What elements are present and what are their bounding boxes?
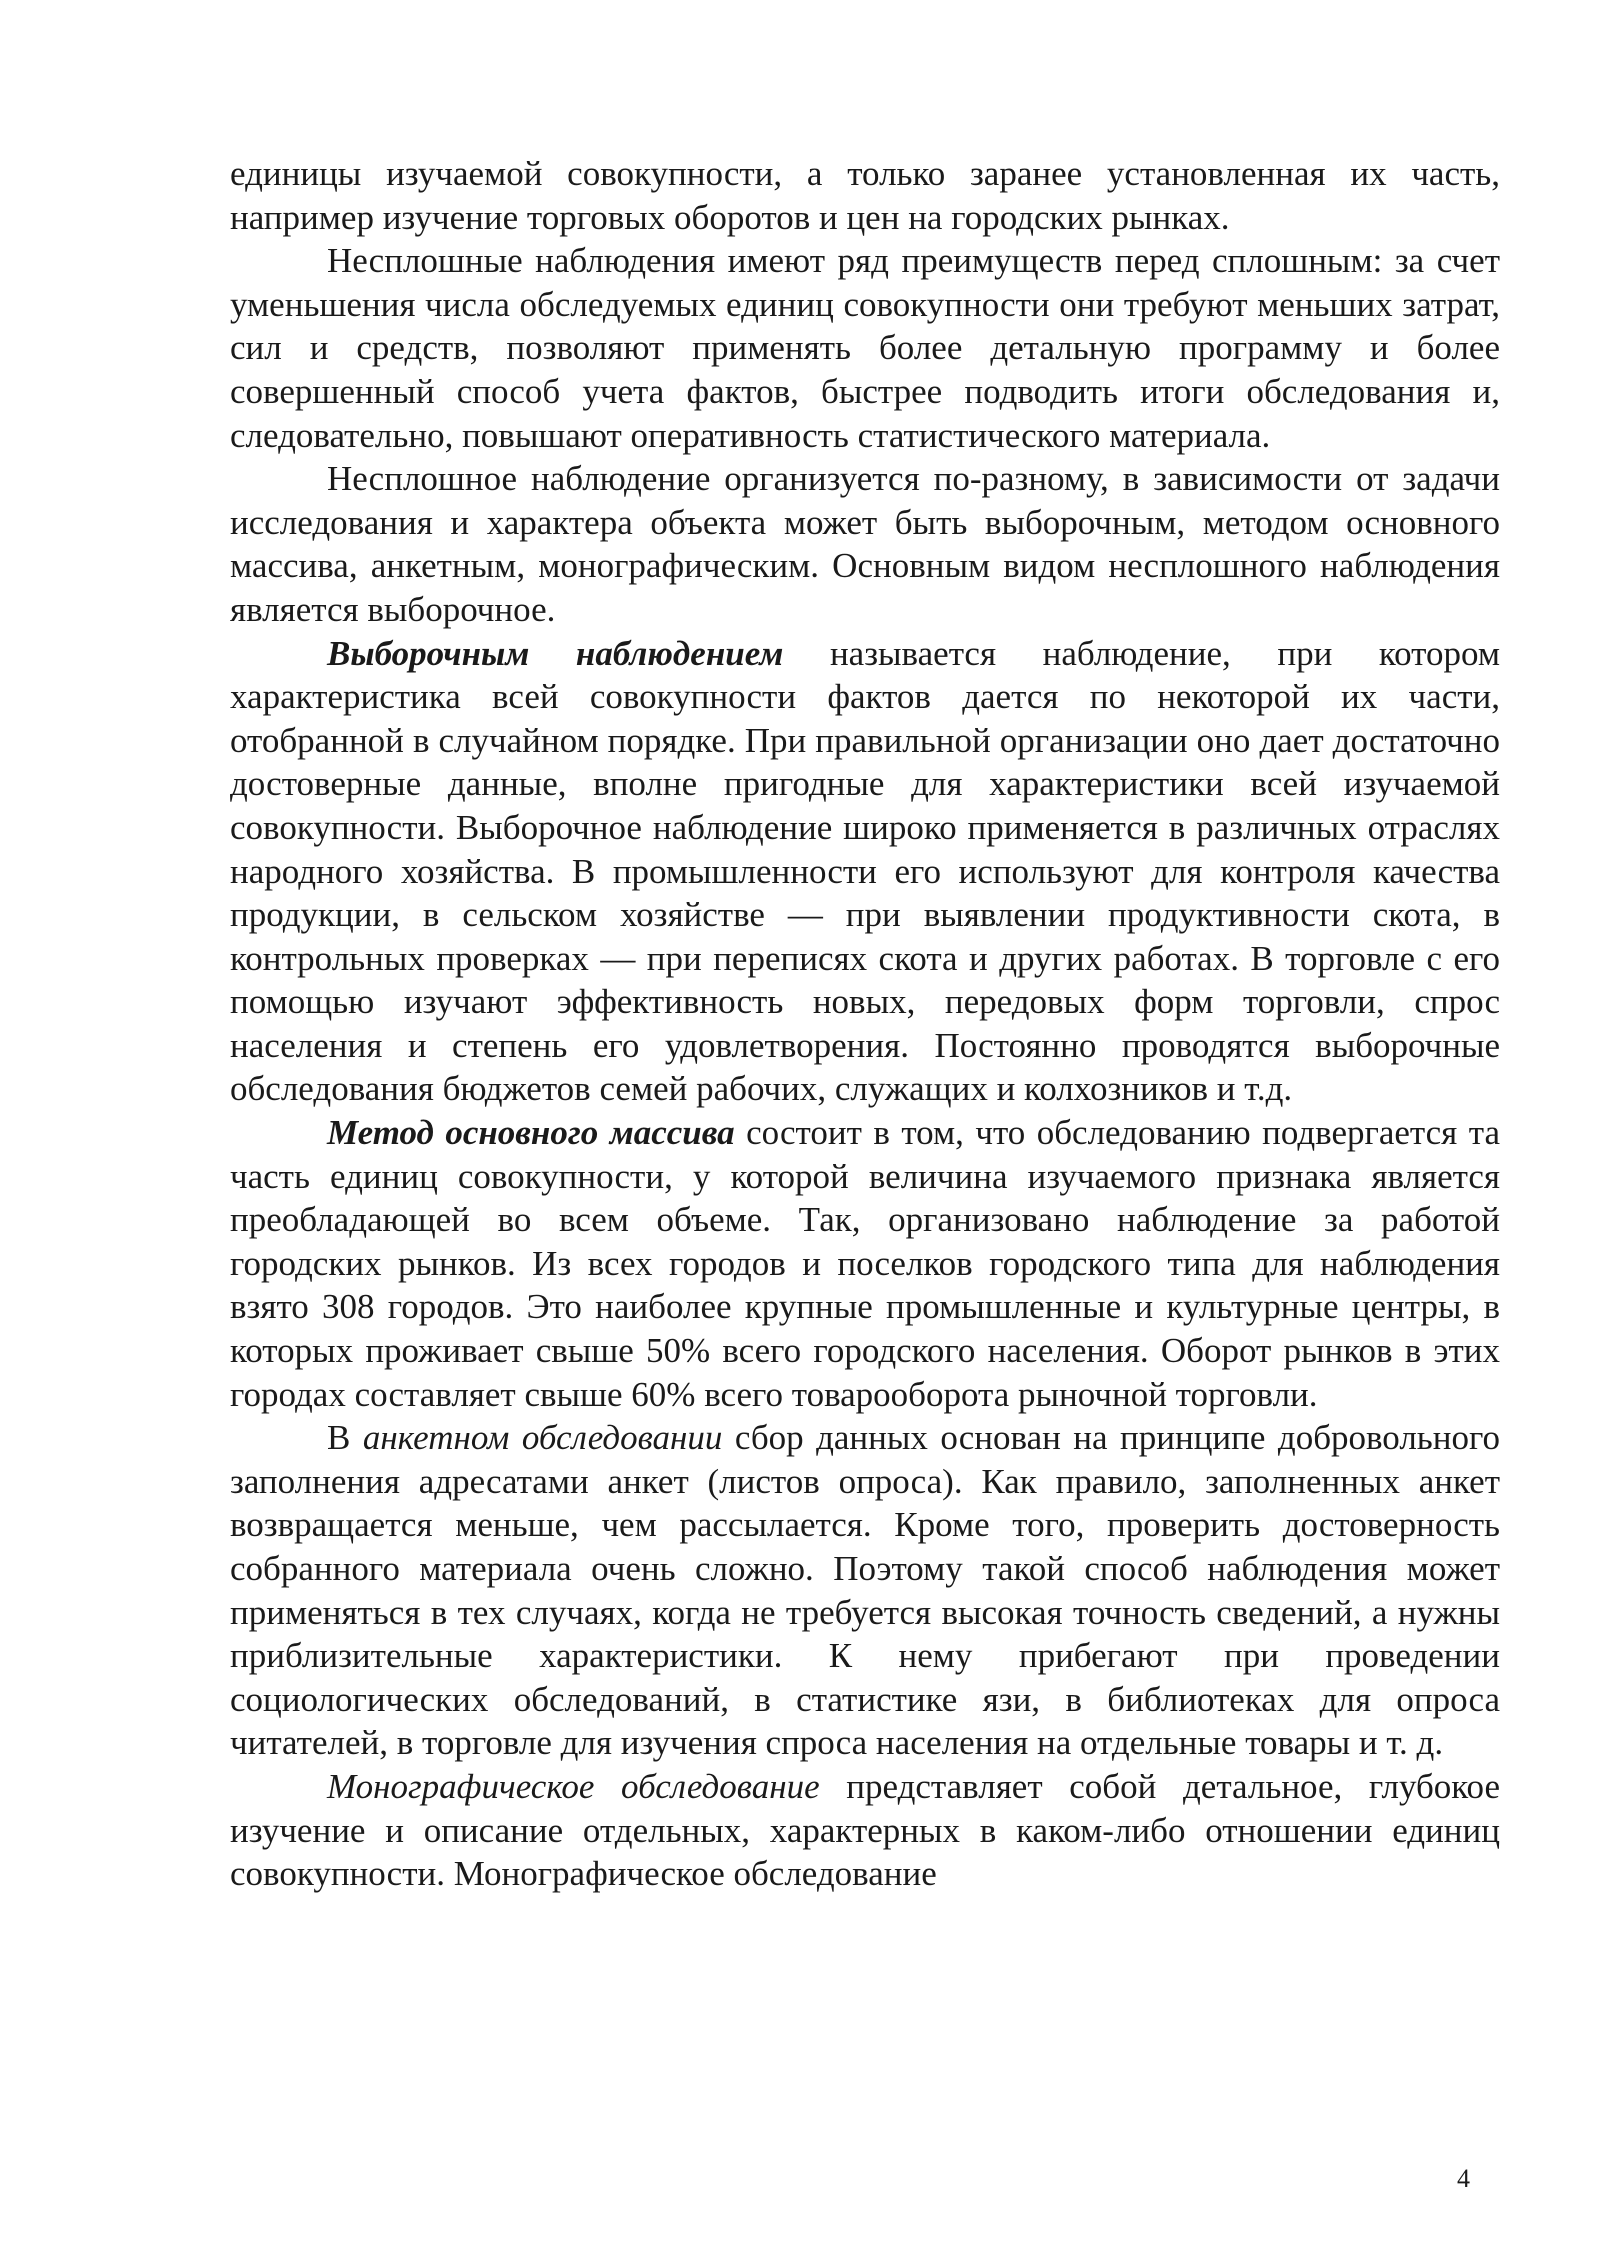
paragraph-text: состоит в том, что обследованию подвергается та часть единиц совокупности, у которой величина изучаемого признака является преобладающей во всем объеме. Так, организовано наблюдение за работой городских рынков. Из всех городов и поселков городского типа для наблюдения взято 308 городов. Это наиболее крупные промышленные и культурные центры, в которых проживает свыше 50% всего городского населения. Оборот рынков в этих городах составляет свыше 60% всего товарооборота рыночной торговли. xyxy=(230,1113,1500,1414)
term-questionnaire-survey: анкетном обследовании xyxy=(362,1418,723,1458)
paragraph-text: Несплошное наблюдение организуется по-разному, в зависимости от задачи исследования и характера объекта может быть выборочным, методом основного массива, анкетным, монографическим. Основным видом несплошного наблюдения является выборочное. xyxy=(230,459,1500,629)
paragraph-nonexhaustive-types xyxy=(230,457,1500,631)
paragraph-prefix: В xyxy=(327,1418,363,1458)
body-text xyxy=(230,152,1500,1896)
term-monographic-survey: Монографическое обследование xyxy=(327,1766,820,1806)
paragraph-text: называется наблюдение, при котором характеристика всей совокупности фактов дается по некоторой их части, отобранной в случайном порядке. При правильной организации оно дает достаточно достоверные данные, вполне пригодные для характеристики всей изучаемой совокупности. Выборочное наблюдение широко применяется в различных отраслях народного хозяйства. В промышленности его используют для контроля качества продукции, в сельском хозяйстве — при выявлении продуктивности скота, в контрольных проверках — при переписях скота и других работах. В торговле с его помощью изучают эффективность новых, передовых форм торговли, спрос населения и степень его удовлетворения. Постоянно проводятся выборочные обследования бюджетов семей рабочих, служащих и колхозников и т.д. xyxy=(230,633,1500,1109)
term-main-array-method: Метод основного массива xyxy=(327,1113,735,1153)
paragraph-main-array-method xyxy=(230,1111,1500,1416)
paragraph-text: Несплошные наблюдения имеют ряд преимуществ перед сплошным: за счет уменьшения числа обследуемых единиц совокупности они требуют меньших затрат, сил и средств, позволяют применять более детальную программу и более совершенный способ учета фактов, быстрее подводить итоги обследования и, следовательно, повышают оперативность статистического материала. xyxy=(230,241,1500,455)
paragraph-monographic-survey xyxy=(230,1765,1500,1896)
paragraph-sample-observation xyxy=(230,632,1500,1112)
paragraph-continuation xyxy=(230,152,1500,239)
paragraph-text: единицы изучаемой совокупности, а только заранее установленная их часть, например изучение торговых оборотов и цен на городских рынках. xyxy=(230,154,1500,237)
paragraph-questionnaire-survey xyxy=(230,1416,1500,1765)
paragraph-text: сбор данных основан на принципе добровольного заполнения адресатами анкет (листов опроса). Как правило, заполненных анкет возвращается меньше, чем рассылается. Кроме того, проверить достоверность собранного материала очень сложно. Поэтому такой способ наблюдения может применяться в тех случаях, когда не требуется высокая точность сведений, а нужны приблизительные характеристики. К нему прибегают при проведении социологических обследований, в статистике язи, в библиотеках для опроса читателей, в торговле для изучения спроса населения на отдельные товары и т. д. xyxy=(230,1418,1500,1763)
page-number: 4 xyxy=(1457,2164,1470,2193)
paragraph-nonexhaustive-advantages xyxy=(230,239,1500,457)
term-sample-observation: Выборочным наблюдением xyxy=(327,633,784,673)
paragraph-text: представляет собой детальное, глубокое изучение и описание отдельных, характерных в каком-либо отношении единиц совокупности. Монографическое обследование xyxy=(230,1766,1500,1894)
